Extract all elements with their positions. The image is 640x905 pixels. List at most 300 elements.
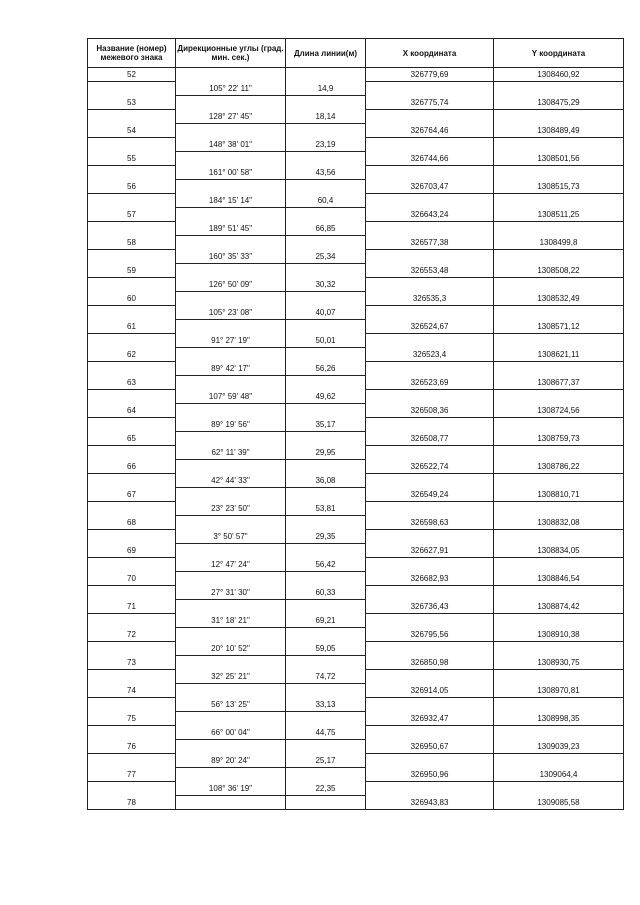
y-coordinate-cell: 1308677,37: [494, 376, 624, 390]
empty-cell: [366, 194, 494, 208]
empty-cell: [286, 68, 366, 82]
table-row-segment: [88, 194, 624, 208]
table-row-segment: [88, 726, 624, 740]
empty-cell: [286, 796, 366, 810]
empty-cell: [176, 68, 286, 82]
empty-cell: [176, 376, 286, 390]
empty-cell: [176, 180, 286, 194]
line-length-cell: 18,14: [286, 110, 366, 124]
x-coordinate-cell: 326598,63: [366, 516, 494, 530]
empty-cell: [366, 586, 494, 600]
table-row-point: [88, 404, 624, 418]
empty-cell: [494, 138, 624, 152]
empty-cell: [494, 782, 624, 796]
direction-angle-cell: 89° 42' 17": [176, 362, 286, 376]
table-row-segment: [88, 670, 624, 684]
empty-cell: [88, 166, 176, 180]
empty-cell: [286, 376, 366, 390]
line-length-cell: 59,05: [286, 642, 366, 656]
empty-cell: [366, 754, 494, 768]
empty-cell: [88, 698, 176, 712]
empty-cell: [88, 110, 176, 124]
point-name-cell: 61: [88, 320, 176, 334]
direction-angle-cell: 23° 23' 50": [176, 502, 286, 516]
empty-cell: [494, 362, 624, 376]
y-coordinate-cell: 1309039,23: [494, 740, 624, 754]
y-coordinate-cell: 1308834,05: [494, 544, 624, 558]
direction-angle-cell: 184° 15' 14": [176, 194, 286, 208]
line-length-cell: 36,08: [286, 474, 366, 488]
empty-cell: [286, 516, 366, 530]
y-coordinate-cell: 1308515,73: [494, 180, 624, 194]
empty-cell: [286, 572, 366, 586]
point-name-cell: 67: [88, 488, 176, 502]
point-name-cell: 70: [88, 572, 176, 586]
empty-cell: [494, 698, 624, 712]
col-header-line-length: Длина линии(м): [286, 39, 366, 68]
table-row-point: [88, 488, 624, 502]
empty-cell: [88, 670, 176, 684]
x-coordinate-cell: 326524,67: [366, 320, 494, 334]
table-row-segment: [88, 586, 624, 600]
point-name-cell: 55: [88, 152, 176, 166]
empty-cell: [494, 502, 624, 516]
x-coordinate-cell: 326508,77: [366, 432, 494, 446]
table-row-point: [88, 572, 624, 586]
y-coordinate-cell: 1308532,49: [494, 292, 624, 306]
empty-cell: [286, 404, 366, 418]
point-name-cell: 52: [88, 68, 176, 82]
empty-cell: [286, 684, 366, 698]
y-coordinate-cell: 1308810,71: [494, 488, 624, 502]
empty-cell: [366, 82, 494, 96]
empty-cell: [88, 194, 176, 208]
point-name-cell: 65: [88, 432, 176, 446]
x-coordinate-cell: 326523,69: [366, 376, 494, 390]
empty-cell: [366, 782, 494, 796]
point-name-cell: 58: [88, 236, 176, 250]
direction-angle-cell: 89° 19' 56": [176, 418, 286, 432]
direction-angle-cell: 105° 22' 11": [176, 82, 286, 96]
empty-cell: [286, 712, 366, 726]
line-length-cell: 60,33: [286, 586, 366, 600]
empty-cell: [286, 208, 366, 222]
point-name-cell: 63: [88, 376, 176, 390]
table-row-segment: [88, 334, 624, 348]
point-name-cell: 62: [88, 348, 176, 362]
x-coordinate-cell: 326950,96: [366, 768, 494, 782]
x-coordinate-cell: 326736,43: [366, 600, 494, 614]
empty-cell: [176, 432, 286, 446]
empty-cell: [176, 96, 286, 110]
direction-angle-cell: 66° 00' 04": [176, 726, 286, 740]
direction-angle-cell: 105° 23' 08": [176, 306, 286, 320]
direction-angle-cell: 31° 18' 21": [176, 614, 286, 628]
point-name-cell: 64: [88, 404, 176, 418]
y-coordinate-cell: 1308910,38: [494, 628, 624, 642]
line-length-cell: 29,95: [286, 446, 366, 460]
table-row-segment: [88, 530, 624, 544]
empty-cell: [176, 516, 286, 530]
table-row-segment: [88, 614, 624, 628]
x-coordinate-cell: 326553,48: [366, 264, 494, 278]
table-row-point: [88, 460, 624, 474]
line-length-cell: 33,13: [286, 698, 366, 712]
line-length-cell: 35,17: [286, 418, 366, 432]
empty-cell: [494, 614, 624, 628]
line-length-cell: 56,26: [286, 362, 366, 376]
empty-cell: [366, 726, 494, 740]
direction-angle-cell: 12° 47' 24": [176, 558, 286, 572]
y-coordinate-cell: 1308759,73: [494, 432, 624, 446]
col-header-x-coordinate: X координата: [366, 39, 494, 68]
empty-cell: [286, 264, 366, 278]
y-coordinate-cell: 1308930,75: [494, 656, 624, 670]
x-coordinate-cell: 326577,38: [366, 236, 494, 250]
direction-angle-cell: 126° 50' 09": [176, 278, 286, 292]
x-coordinate-cell: 326932,47: [366, 712, 494, 726]
y-coordinate-cell: 1309085,58: [494, 796, 624, 810]
x-coordinate-cell: 326508,36: [366, 404, 494, 418]
empty-cell: [286, 488, 366, 502]
empty-cell: [176, 124, 286, 138]
direction-angle-cell: 42° 44' 33": [176, 474, 286, 488]
empty-cell: [494, 250, 624, 264]
empty-cell: [286, 292, 366, 306]
direction-angle-cell: 160° 35' 33": [176, 250, 286, 264]
y-coordinate-cell: 1308970,81: [494, 684, 624, 698]
table-row-segment: [88, 390, 624, 404]
empty-cell: [88, 474, 176, 488]
empty-cell: [88, 782, 176, 796]
table-row-point: [88, 348, 624, 362]
table-row-point: [88, 292, 624, 306]
empty-cell: [366, 110, 494, 124]
x-coordinate-cell: 326943,83: [366, 796, 494, 810]
empty-cell: [366, 502, 494, 516]
empty-cell: [176, 572, 286, 586]
point-name-cell: 74: [88, 684, 176, 698]
table-row-point: [88, 656, 624, 670]
table-row-point: [88, 236, 624, 250]
empty-cell: [286, 460, 366, 474]
x-coordinate-cell: 326682,93: [366, 572, 494, 586]
empty-cell: [176, 656, 286, 670]
empty-cell: [88, 278, 176, 292]
direction-angle-cell: 56° 13' 25": [176, 698, 286, 712]
direction-angle-cell: 20° 10' 52": [176, 642, 286, 656]
point-name-cell: 60: [88, 292, 176, 306]
x-coordinate-cell: 326627,91: [366, 544, 494, 558]
empty-cell: [494, 278, 624, 292]
table-row-point: [88, 684, 624, 698]
empty-cell: [366, 558, 494, 572]
boundary-coordinates-table: [87, 38, 624, 810]
x-coordinate-cell: 326535,3: [366, 292, 494, 306]
empty-cell: [366, 278, 494, 292]
table-header-row: [88, 39, 624, 68]
empty-cell: [494, 530, 624, 544]
empty-cell: [494, 306, 624, 320]
table-row-point: [88, 516, 624, 530]
line-length-cell: 30,32: [286, 278, 366, 292]
empty-cell: [494, 726, 624, 740]
empty-cell: [176, 768, 286, 782]
x-coordinate-cell: 326522,74: [366, 460, 494, 474]
point-name-cell: 78: [88, 796, 176, 810]
line-length-cell: 14,9: [286, 82, 366, 96]
direction-angle-cell: 128° 27' 45": [176, 110, 286, 124]
y-coordinate-cell: 1309064,4: [494, 768, 624, 782]
empty-cell: [88, 362, 176, 376]
table-row-segment: [88, 278, 624, 292]
y-coordinate-cell: 1308998,35: [494, 712, 624, 726]
y-coordinate-cell: 1308511,25: [494, 208, 624, 222]
empty-cell: [88, 446, 176, 460]
empty-cell: [88, 558, 176, 572]
empty-cell: [88, 222, 176, 236]
table-row-point: [88, 376, 624, 390]
table-row-point: [88, 544, 624, 558]
table-row-segment: [88, 82, 624, 96]
empty-cell: [176, 740, 286, 754]
line-length-cell: 49,62: [286, 390, 366, 404]
empty-cell: [176, 796, 286, 810]
line-length-cell: 23,19: [286, 138, 366, 152]
empty-cell: [176, 208, 286, 222]
y-coordinate-cell: 1308832,08: [494, 516, 624, 530]
table-row-point: [88, 180, 624, 194]
x-coordinate-cell: 326779,69: [366, 68, 494, 82]
empty-cell: [494, 558, 624, 572]
direction-angle-cell: 148° 38' 01": [176, 138, 286, 152]
y-coordinate-cell: 1308475,29: [494, 96, 624, 110]
empty-cell: [176, 600, 286, 614]
point-name-cell: 53: [88, 96, 176, 110]
empty-cell: [366, 334, 494, 348]
y-coordinate-cell: 1308501,56: [494, 152, 624, 166]
empty-cell: [88, 138, 176, 152]
empty-cell: [88, 754, 176, 768]
empty-cell: [286, 320, 366, 334]
empty-cell: [88, 390, 176, 404]
table-row-segment: [88, 222, 624, 236]
empty-cell: [494, 642, 624, 656]
empty-cell: [494, 670, 624, 684]
point-name-cell: 72: [88, 628, 176, 642]
table-row-point: [88, 432, 624, 446]
empty-cell: [176, 348, 286, 362]
empty-cell: [176, 152, 286, 166]
table-row-segment: [88, 138, 624, 152]
table-row-segment: [88, 558, 624, 572]
empty-cell: [286, 124, 366, 138]
table-row-point: [88, 124, 624, 138]
table-row-segment: [88, 698, 624, 712]
table-row-segment: [88, 474, 624, 488]
empty-cell: [88, 642, 176, 656]
empty-cell: [286, 740, 366, 754]
table-row-point: [88, 68, 624, 82]
empty-cell: [366, 670, 494, 684]
x-coordinate-cell: 326549,24: [366, 488, 494, 502]
line-length-cell: 22,35: [286, 782, 366, 796]
empty-cell: [88, 502, 176, 516]
empty-cell: [88, 418, 176, 432]
direction-angle-cell: 107° 59' 48": [176, 390, 286, 404]
direction-angle-cell: 27° 31' 30": [176, 586, 286, 600]
empty-cell: [366, 642, 494, 656]
empty-cell: [366, 474, 494, 488]
empty-cell: [176, 488, 286, 502]
x-coordinate-cell: 326764,46: [366, 124, 494, 138]
table-row-point: [88, 768, 624, 782]
direction-angle-cell: 189° 51' 45": [176, 222, 286, 236]
col-header-point-name: Название (номер) межевого знака: [88, 39, 176, 68]
empty-cell: [366, 362, 494, 376]
empty-cell: [494, 474, 624, 488]
table-row-point: [88, 264, 624, 278]
x-coordinate-cell: 326795,56: [366, 628, 494, 642]
line-length-cell: 43,56: [286, 166, 366, 180]
line-length-cell: 25,17: [286, 754, 366, 768]
empty-cell: [366, 530, 494, 544]
point-name-cell: 75: [88, 712, 176, 726]
empty-cell: [176, 320, 286, 334]
point-name-cell: 71: [88, 600, 176, 614]
empty-cell: [88, 614, 176, 628]
table-row-segment: [88, 418, 624, 432]
table-row-segment: [88, 642, 624, 656]
empty-cell: [286, 236, 366, 250]
empty-cell: [494, 222, 624, 236]
x-coordinate-cell: 326914,05: [366, 684, 494, 698]
empty-cell: [176, 712, 286, 726]
table-row-segment: [88, 250, 624, 264]
line-length-cell: 29,35: [286, 530, 366, 544]
y-coordinate-cell: 1308874,42: [494, 600, 624, 614]
line-length-cell: 66,85: [286, 222, 366, 236]
col-header-direction-angle: Дирекционные углы (град. мин. сек.): [176, 39, 286, 68]
empty-cell: [88, 586, 176, 600]
empty-cell: [494, 586, 624, 600]
y-coordinate-cell: 1308786,22: [494, 460, 624, 474]
empty-cell: [88, 726, 176, 740]
empty-cell: [286, 544, 366, 558]
empty-cell: [494, 110, 624, 124]
line-length-cell: 40,07: [286, 306, 366, 320]
point-name-cell: 56: [88, 180, 176, 194]
empty-cell: [176, 460, 286, 474]
table-row-point: [88, 208, 624, 222]
empty-cell: [88, 250, 176, 264]
line-length-cell: 60,4: [286, 194, 366, 208]
line-length-cell: 74,72: [286, 670, 366, 684]
empty-cell: [286, 656, 366, 670]
empty-cell: [176, 292, 286, 306]
empty-cell: [366, 166, 494, 180]
empty-cell: [286, 152, 366, 166]
empty-cell: [366, 614, 494, 628]
empty-cell: [286, 628, 366, 642]
empty-cell: [366, 138, 494, 152]
table-row-point: [88, 740, 624, 754]
direction-angle-cell: 91° 27' 19": [176, 334, 286, 348]
direction-angle-cell: 161° 00' 58": [176, 166, 286, 180]
table-row-segment: [88, 362, 624, 376]
point-name-cell: 68: [88, 516, 176, 530]
line-length-cell: 53,81: [286, 502, 366, 516]
empty-cell: [494, 418, 624, 432]
line-length-cell: 50,01: [286, 334, 366, 348]
empty-cell: [366, 698, 494, 712]
empty-cell: [88, 530, 176, 544]
y-coordinate-cell: 1308489,49: [494, 124, 624, 138]
direction-angle-cell: 3° 50' 57": [176, 530, 286, 544]
y-coordinate-cell: 1308724,56: [494, 404, 624, 418]
empty-cell: [88, 82, 176, 96]
empty-cell: [286, 180, 366, 194]
empty-cell: [286, 348, 366, 362]
y-coordinate-cell: 1308508,22: [494, 264, 624, 278]
empty-cell: [494, 390, 624, 404]
empty-cell: [366, 390, 494, 404]
x-coordinate-cell: 326775,74: [366, 96, 494, 110]
line-length-cell: 44,75: [286, 726, 366, 740]
direction-angle-cell: 62° 11' 39": [176, 446, 286, 460]
empty-cell: [176, 684, 286, 698]
table-row-point: [88, 712, 624, 726]
table-row-point: [88, 96, 624, 110]
table-row-point: [88, 796, 624, 810]
y-coordinate-cell: 1308846,54: [494, 572, 624, 586]
line-length-cell: 25,34: [286, 250, 366, 264]
empty-cell: [494, 334, 624, 348]
point-name-cell: 77: [88, 768, 176, 782]
empty-cell: [176, 544, 286, 558]
x-coordinate-cell: 326850,98: [366, 656, 494, 670]
empty-cell: [176, 236, 286, 250]
point-name-cell: 69: [88, 544, 176, 558]
empty-cell: [88, 306, 176, 320]
empty-cell: [286, 768, 366, 782]
direction-angle-cell: 89° 20' 24": [176, 754, 286, 768]
table-row-segment: [88, 166, 624, 180]
empty-cell: [366, 446, 494, 460]
x-coordinate-cell: 326523,4: [366, 348, 494, 362]
empty-cell: [88, 334, 176, 348]
table-row-segment: [88, 446, 624, 460]
empty-cell: [286, 96, 366, 110]
table-row-segment: [88, 110, 624, 124]
col-header-y-coordinate: Y координата: [494, 39, 624, 68]
empty-cell: [176, 628, 286, 642]
empty-cell: [494, 754, 624, 768]
table-row-point: [88, 320, 624, 334]
empty-cell: [366, 418, 494, 432]
x-coordinate-cell: 326703,47: [366, 180, 494, 194]
y-coordinate-cell: 1308460,92: [494, 68, 624, 82]
table-row-segment: [88, 782, 624, 796]
table-row-point: [88, 600, 624, 614]
point-name-cell: 66: [88, 460, 176, 474]
y-coordinate-cell: 1308621,11: [494, 348, 624, 362]
table-row-segment: [88, 502, 624, 516]
empty-cell: [286, 432, 366, 446]
empty-cell: [366, 222, 494, 236]
empty-cell: [494, 82, 624, 96]
empty-cell: [176, 404, 286, 418]
